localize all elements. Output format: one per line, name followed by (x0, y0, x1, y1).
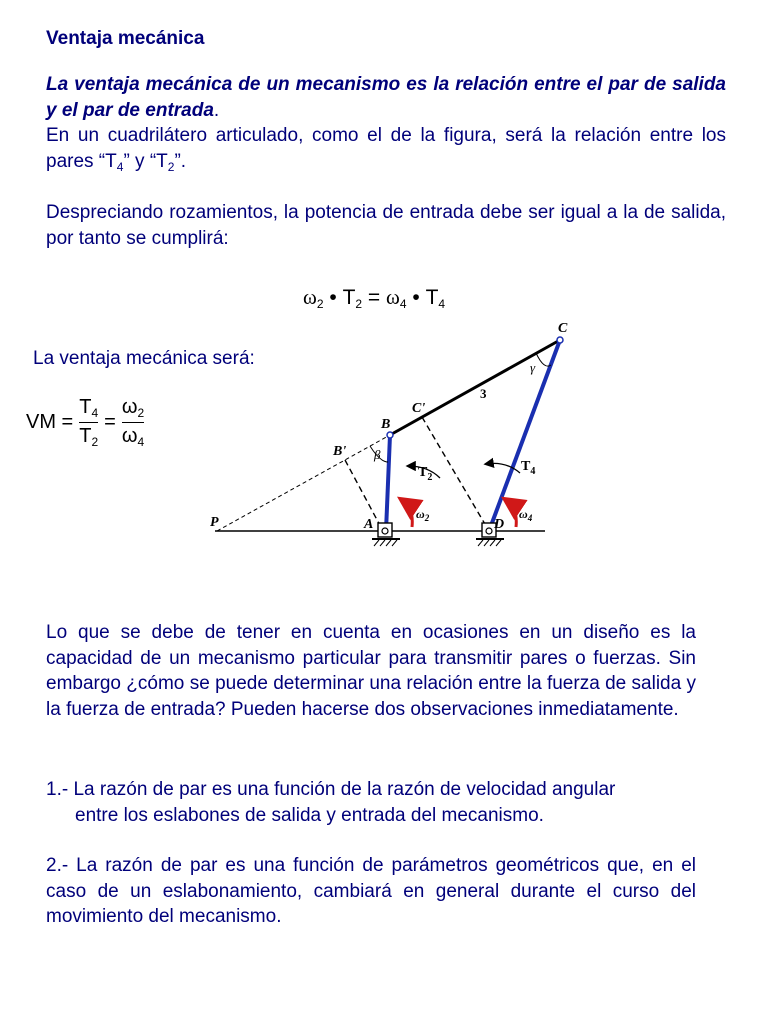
omega4-arrow (506, 500, 516, 527)
vm-equals: = (104, 411, 116, 433)
page-heading: Ventaja mecánica (46, 28, 205, 49)
power-paragraph: Despreciando rozamientos, la potencia de entrada debe ser igual a la de salida, por tanto se cumplirá: (46, 202, 726, 249)
vm-den1: T (79, 425, 92, 447)
output-link-dc (489, 340, 560, 531)
vm-den2: ω (121, 425, 138, 447)
angle-gamma-arc (536, 353, 551, 366)
eq-omega-2: ω (386, 285, 400, 309)
observation-1 (46, 777, 726, 828)
label-b: B (381, 417, 391, 432)
intro-line2a: En un cuadrilátero articulado, como el de la figura, será la relación entre los pares “T (46, 125, 726, 172)
label-b-prime: B' (333, 444, 347, 459)
observation-2: 2.- La razón de par es una función de parámetros geométricos que, en el caso de un eslabonamiento, cambiará en general durante el curso del movimiento del mecanismo. (46, 855, 696, 927)
vm-num1: T (79, 396, 92, 418)
eq-sub-2: 2 (355, 297, 363, 311)
eq-dot-1: • (329, 286, 337, 309)
label-gamma: γ (530, 360, 536, 375)
design-paragraph: Lo que se debe de tener en cuenta en ocasiones en un diseño es la capacidad de un mecanismo particular para transmitir pares o fuerzas. Sin embargo ¿cómo se puede determinar una relación entre la fuerza de salida y la fuerza de entrada? Pueden hacerse dos observaciones inmediatamente. (46, 622, 696, 720)
label-d: D (494, 517, 505, 532)
label-c-prime: C' (412, 401, 426, 416)
eq-dot-2: • (412, 286, 420, 309)
omega2-arrow (402, 500, 412, 527)
eq-equals: = (367, 286, 381, 309)
ground-pivot-a (372, 523, 400, 546)
eq-T-2: T (425, 286, 439, 309)
intro-line2c: ”. (174, 150, 187, 172)
vm-num2: ω (121, 396, 138, 418)
joint-b (387, 432, 393, 438)
vm-num2-sub: 2 (137, 406, 145, 420)
label-link-3: 3 (480, 386, 487, 401)
observation-1-line1: 1.- La razón de par es una función de la razón de velocidad angular (46, 779, 616, 800)
definition-period: . (213, 99, 220, 121)
label-omega4: $\omega_4$ (519, 507, 533, 523)
eq-T-1: T (342, 286, 356, 309)
label-beta: β (374, 447, 381, 462)
label-t2: $T_2$ (418, 465, 433, 483)
vm-lhs: VM = (26, 411, 74, 433)
label-p: P (210, 515, 219, 530)
observation-1-line2: entre los eslabones de salida y entrada del mecanismo. (75, 804, 544, 826)
eq-omega-1: ω (303, 285, 317, 309)
eq-sub-1: 2 (316, 297, 324, 311)
intro-sub-2: 2 (167, 159, 175, 174)
input-link-ab (386, 435, 390, 531)
joint-c (557, 337, 563, 343)
vm-den2-sub: 4 (137, 435, 145, 449)
intro-line2b: ” y “T (123, 150, 168, 172)
label-a: A (364, 517, 374, 532)
label-omega2: $\omega_2$ (416, 507, 430, 523)
eq-sub-4: 4 (438, 297, 446, 311)
eq-sub-3: 4 (399, 297, 407, 311)
label-c: C (558, 321, 568, 336)
label-t4: $T_4$ (521, 459, 536, 477)
intro-sub-4: 4 (116, 159, 124, 174)
vm-num1-sub: 4 (91, 406, 99, 420)
vm-den1-sub: 2 (91, 435, 99, 449)
vm-label: La ventaja mecánica será: (33, 348, 255, 369)
definition-text: La ventaja mecánica de un mecanismo es la relación entre el par de salida y el par de entrada (46, 74, 726, 121)
coupler-link (390, 340, 560, 435)
